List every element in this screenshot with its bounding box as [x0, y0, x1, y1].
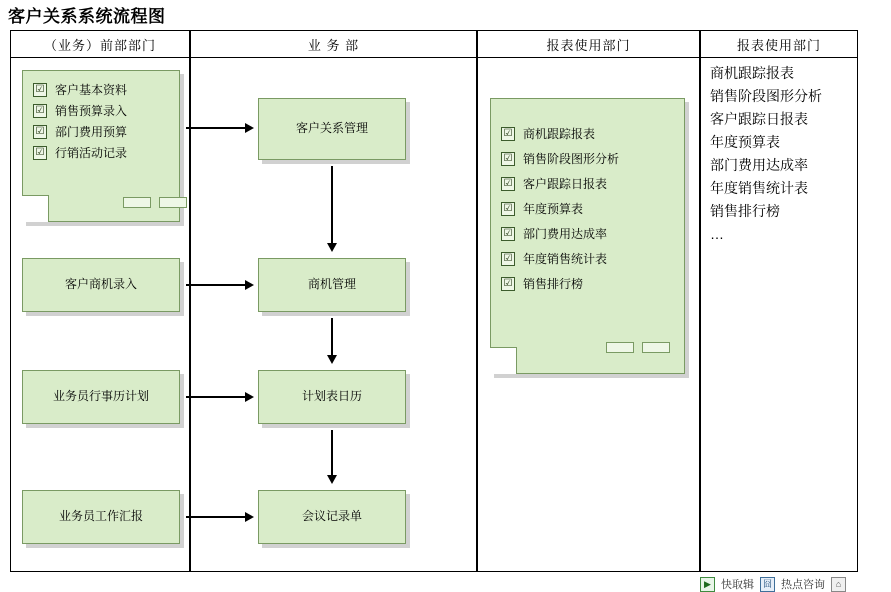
quick-capture-label[interactable]: 快取辑: [721, 579, 754, 591]
list-item[interactable]: [33, 100, 171, 121]
list-item: …: [710, 226, 724, 242]
column-header-label: （业务）前部部门: [43, 37, 156, 53]
checkbox-icon[interactable]: ☑: [501, 227, 515, 241]
hot-consult-icon[interactable]: 囧: [760, 577, 775, 592]
checkbox-icon[interactable]: ☑: [501, 202, 515, 216]
list-item-label: 销售阶段图形分析: [523, 152, 620, 166]
node-customer-opportunity-entry[interactable]: [22, 258, 180, 312]
document-button[interactable]: [606, 342, 634, 353]
list-item[interactable]: [501, 271, 676, 296]
document-fold-corner: [490, 347, 517, 374]
hot-consult-label[interactable]: 热点咨询: [781, 579, 825, 591]
arrow-crm-to-opportunity: [326, 166, 338, 252]
quick-capture-icon[interactable]: ▶: [700, 577, 715, 592]
list-item-label: 部门费用预算: [55, 125, 128, 139]
arrow-line: [186, 127, 246, 129]
list-item: 客户跟踪日报表: [710, 111, 808, 127]
arrow-head: [245, 512, 254, 522]
report-text-list: [710, 62, 860, 246]
list-item-label: 客户跟踪日报表: [523, 177, 608, 191]
node-label: 会议记录单: [301, 509, 362, 524]
list-item: 商机跟踪报表: [710, 65, 794, 81]
list-item[interactable]: [501, 221, 676, 246]
arrow-line: [186, 516, 246, 518]
document-button[interactable]: [642, 342, 670, 353]
checkbox-icon[interactable]: ☑: [501, 177, 515, 191]
list-item-label: 部门费用达成率: [523, 227, 608, 241]
node-label: 客户商机录入: [64, 277, 137, 292]
document-button[interactable]: [123, 197, 151, 208]
column-header-report-usage-dept: [477, 30, 700, 58]
node-salesperson-calendar-plan[interactable]: [22, 370, 180, 424]
node-plan-calendar[interactable]: [258, 370, 406, 424]
list-item-label: 年度预算表: [523, 202, 584, 216]
column-header-label: 报表使用部门: [736, 37, 821, 53]
checkbox-icon[interactable]: ☑: [33, 104, 47, 118]
node-salesperson-work-report[interactable]: [22, 490, 180, 544]
arrow-head: [245, 392, 254, 402]
front-dept-checklist: [33, 79, 171, 163]
node-opportunity-management[interactable]: [258, 258, 406, 312]
node-label: 业务员行事历计划: [52, 389, 149, 404]
list-item-label: 商机跟踪报表: [523, 127, 596, 141]
checkbox-icon[interactable]: ☑: [33, 146, 47, 160]
list-item-label: 客户基本资料: [55, 83, 128, 97]
node-meeting-minutes[interactable]: [258, 490, 406, 544]
node-crm-management[interactable]: [258, 98, 406, 160]
document-button-group: [606, 342, 670, 353]
checkbox-icon[interactable]: ☑: [33, 125, 47, 139]
arrow-input-to-crm: [186, 122, 254, 134]
arrow-head: [327, 243, 337, 252]
arrow-head: [327, 355, 337, 364]
list-item[interactable]: [33, 79, 171, 100]
front-dept-input-document[interactable]: [22, 70, 180, 222]
column-header-business-dept: [190, 30, 477, 58]
list-item[interactable]: [33, 121, 171, 142]
arrow-calendar-plan-to-plan-calendar: [186, 391, 254, 403]
document-fold-corner: [22, 195, 49, 222]
checkbox-icon[interactable]: ☑: [501, 127, 515, 141]
checkbox-icon[interactable]: ☑: [33, 83, 47, 97]
arrow-line: [331, 166, 333, 244]
list-item[interactable]: [501, 196, 676, 221]
column-header-label: 报表使用部门: [546, 37, 631, 53]
node-label: 商机管理: [307, 277, 356, 292]
arrow-head: [245, 123, 254, 133]
list-item-label: 行销活动记录: [55, 146, 128, 160]
flowchart-diagram: [10, 30, 858, 572]
checkbox-icon[interactable]: ☑: [501, 252, 515, 266]
list-item: 销售阶段图形分析: [710, 88, 822, 104]
column-header-report-usage-dept-2: [700, 30, 858, 58]
arrow-opportunity-to-plan-calendar: [326, 318, 338, 364]
list-item[interactable]: [501, 146, 676, 171]
arrow-work-report-to-meeting-minutes: [186, 511, 254, 523]
list-item[interactable]: [33, 142, 171, 163]
list-item[interactable]: [501, 121, 676, 146]
list-item: 部门费用达成率: [710, 157, 808, 173]
checkbox-icon[interactable]: ☑: [501, 152, 515, 166]
report-checklist: [501, 121, 676, 296]
arrow-line: [186, 396, 246, 398]
column-header-label: 业 务 部: [307, 37, 360, 53]
checkbox-icon[interactable]: ☑: [501, 277, 515, 291]
arrow-opportunity-entry-to-management: [186, 279, 254, 291]
page-title: 客户关系系统流程图: [8, 7, 166, 26]
list-item[interactable]: [501, 171, 676, 196]
list-item: 年度销售统计表: [710, 180, 808, 196]
list-item-label: 年度销售统计表: [523, 252, 608, 266]
list-item: 销售排行榜: [710, 203, 780, 219]
extra-tool-icon[interactable]: ⌂: [831, 577, 846, 592]
report-output-document[interactable]: [490, 98, 685, 374]
node-label: 业务员工作汇报: [58, 509, 143, 524]
node-label: 计划表日历: [301, 389, 362, 404]
column-header-front-dept: [10, 30, 190, 58]
list-item: 年度预算表: [710, 134, 780, 150]
arrow-head: [327, 475, 337, 484]
list-item-label: 销售预算录入: [55, 104, 128, 118]
arrow-line: [331, 430, 333, 476]
arrow-line: [331, 318, 333, 356]
document-button-group: [123, 197, 187, 208]
arrow-head: [245, 280, 254, 290]
arrow-line: [186, 284, 246, 286]
node-label: 客户关系管理: [295, 121, 368, 136]
list-item-label: 销售排行榜: [523, 277, 584, 291]
document-button[interactable]: [159, 197, 187, 208]
arrow-plan-calendar-to-meeting-minutes: [326, 430, 338, 484]
list-item[interactable]: [501, 246, 676, 271]
